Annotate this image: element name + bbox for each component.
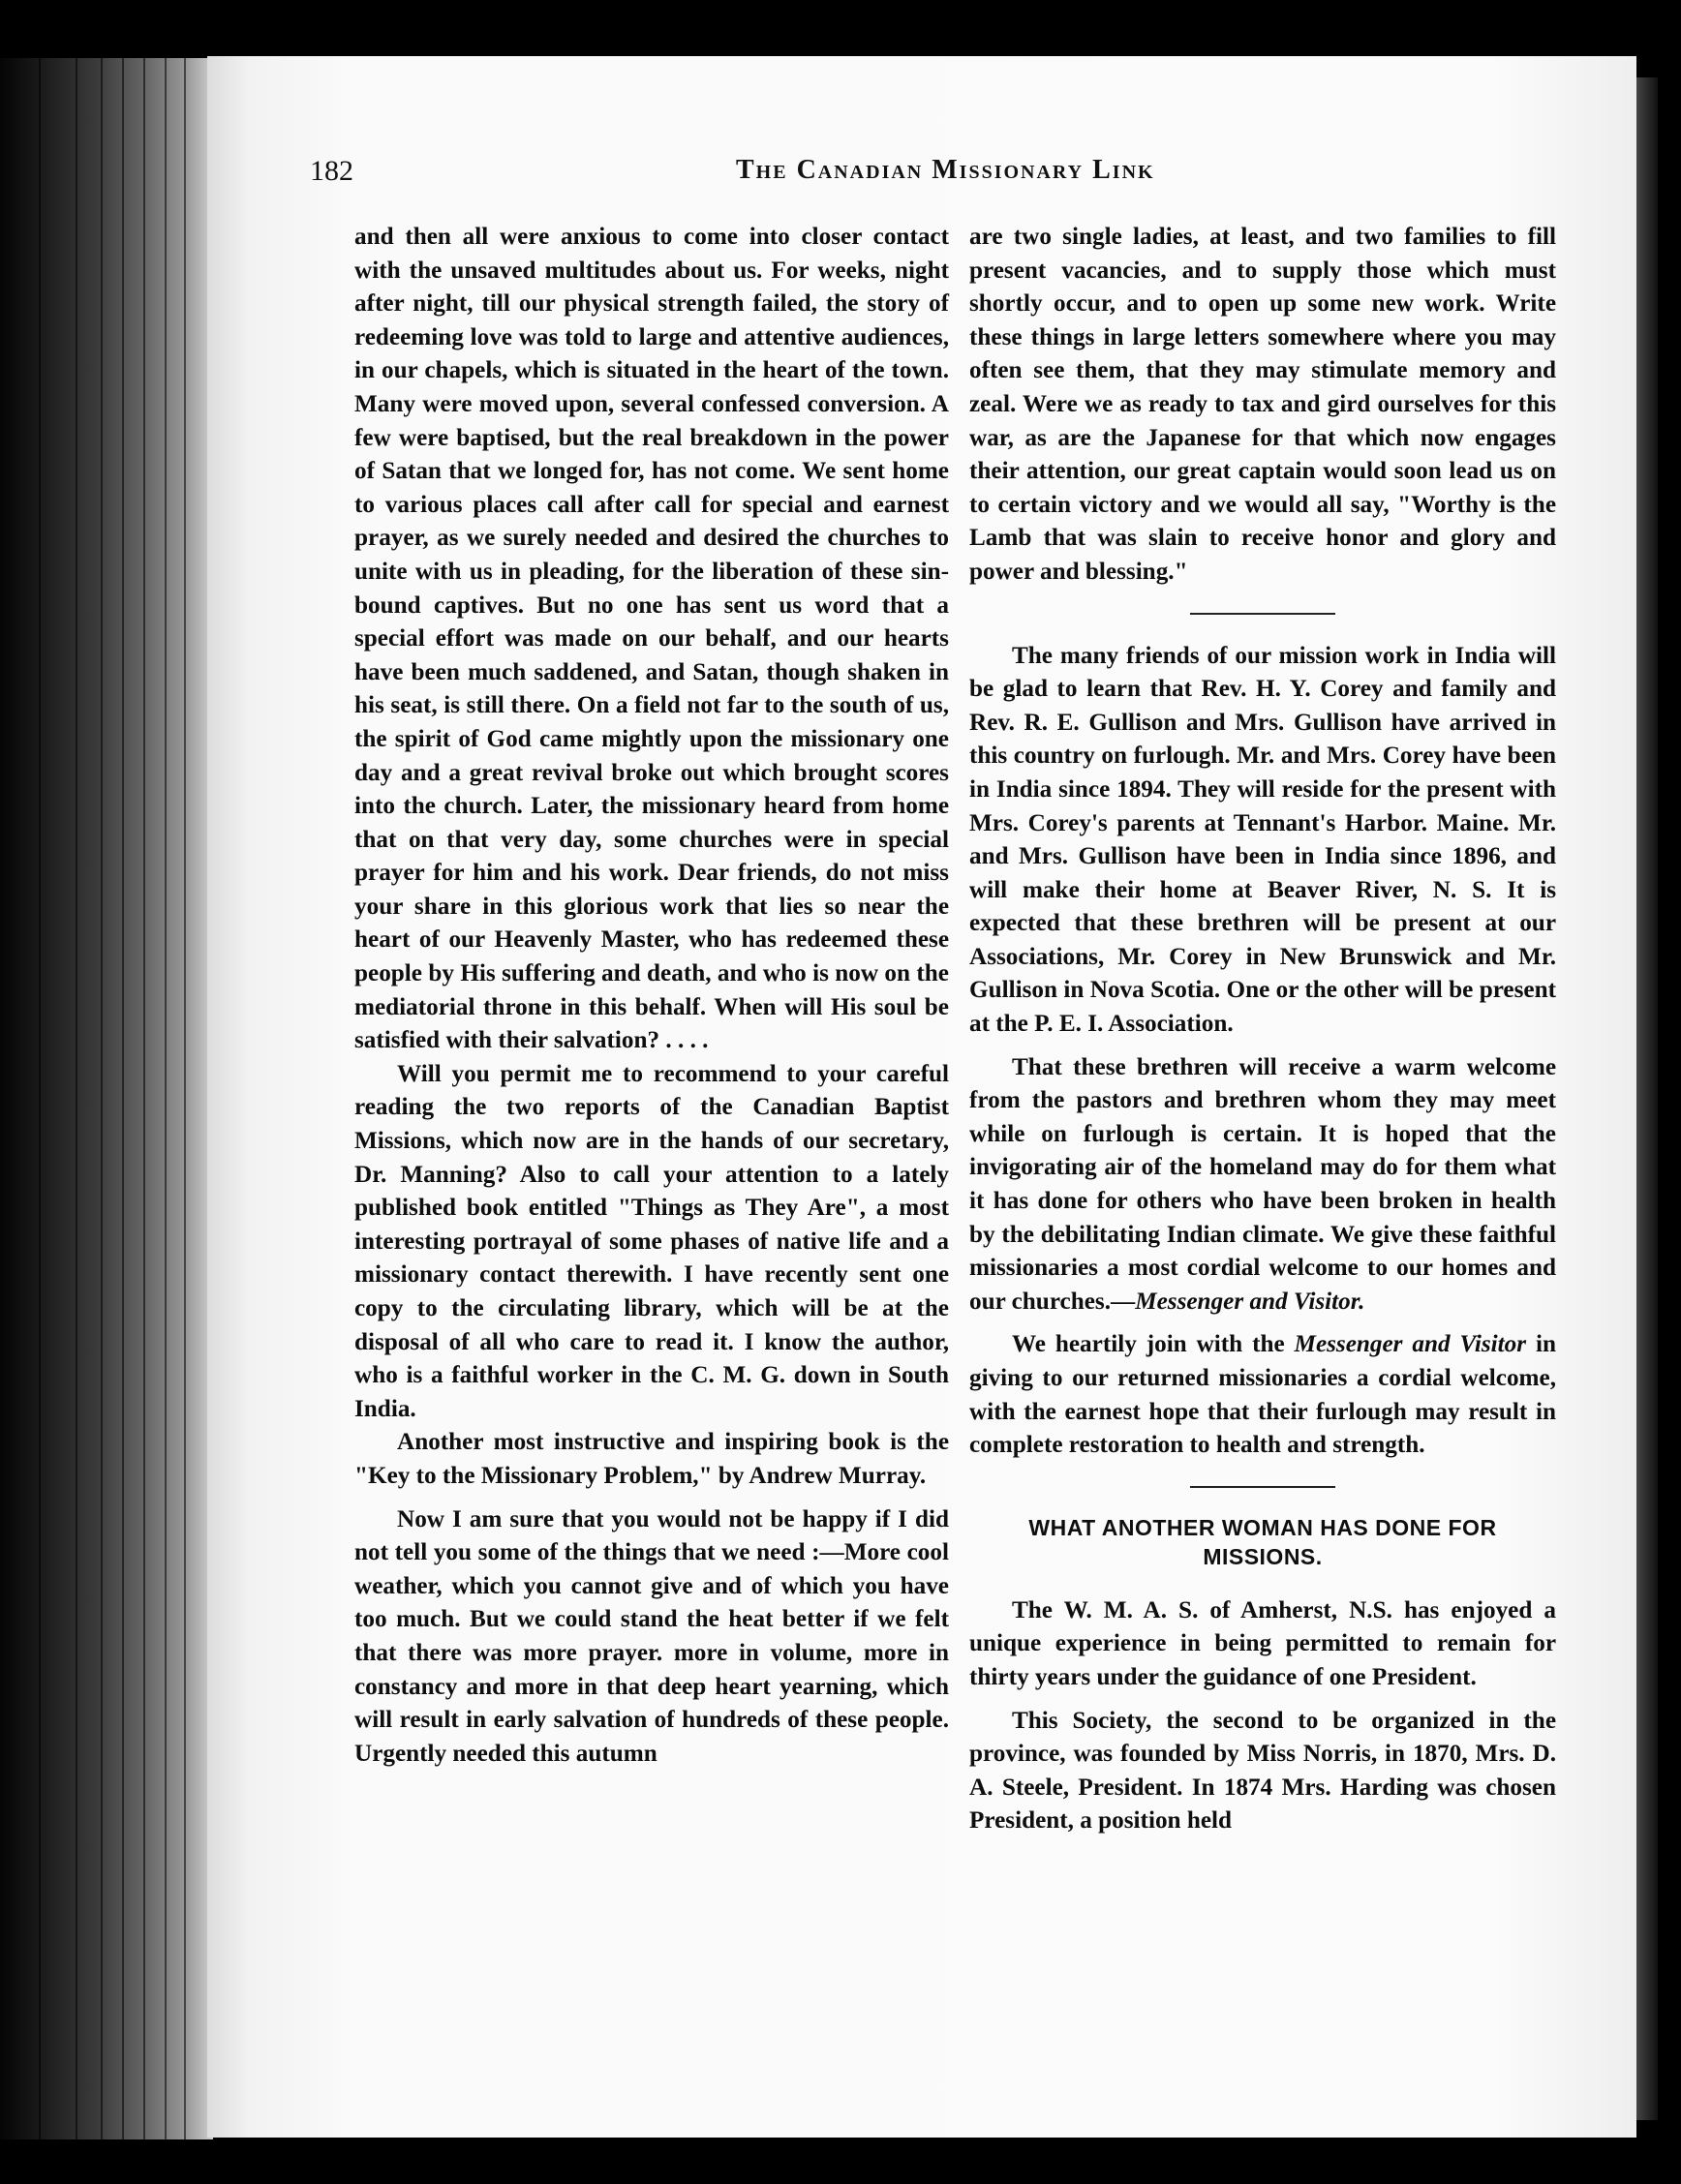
paragraph-text: That these brethren will receive a warm welcome from the pastors and brethren whom they may meet while on furlough is certain. It is hoped that the invigorating air of the homeland may do for them what it has done for others who have been broken in health by the debilitating Indian climate. We give these faithful missionaries a most cordial welcome to our homes and our churches.—	[969, 1053, 1556, 1315]
paragraph: The many friends of our mission work in India will be glad to learn that Rev. H. Y. Corey and family and Rev. R. E. Gullison and Mrs. Gullison have arrived in this country on furlough. Mr. and Mrs. Corey have been in India since 1894. They will reside for the present with Mrs. Corey's parents at Tennant's Harbor. Maine. Mr. and Mrs. Gullison have been in India since 1896, and will make their home at Beaver River, N. S. It is expected that these brethren will be present at our Associations, Mr. Corey in New Brunswick and Mr. Gullison in Nova Scotia. One or the other will be present at the P. E. I. Association.	[969, 642, 1556, 1038]
page-number: 182	[310, 155, 353, 187]
source-citation: Messenger and Visitor	[1294, 1331, 1527, 1358]
source-citation: Messenger and Visitor.	[1135, 1288, 1365, 1315]
paragraph: Now I am sure that you would not be happy if I did not tell you some of the things that we need :—More cool weather, which you cannot give and of which you have too much. But we could stand the heat better if we felt that there was more prayer. more in volume, more in constancy and more in that deep heart yearning, which will result in early salvation of hundreds of these people. Urgently needed this autumn	[354, 1505, 949, 1767]
paragraph: and then all were anxious to come into closer contact with the unsaved multitudes about us. For weeks, night after night, till our physical strength failed, the story of redeeming love was told to large and attentive audiences, in our chapels, which is situated in the heart of the town. Many were moved upon, several confessed conversion. A few were baptised, but the real breakdown in the power of Satan that we longed for, has not come. We sent home to various places call after call for special and earnest prayer, as we surely needed and desired the churches to unite with us in pleading, for the liberation of these sin-bound captives. But no one has sent us word that a special effort was made on our behalf, and our hearts have been much saddened, and Satan, though shaken in his seat, is still there. On a field not far to the south of us, the spirit of God came mightly upon the missionary one day and a great revival broke out which brought scores into the church. Later, the missionary heard from home that on that very day, some churches were in special prayer for him and his work. Dear friends, do not miss your share in this glorious work that lies so near the heart of our Heavenly Master, who has redeemed these people by His suffering and death, and who is now on the mediatorial throne in this behalf. When will His soul be satisfied with their salvation? . . . .	[354, 224, 949, 1054]
paragraph	[969, 1051, 1556, 1320]
paragraph	[969, 1328, 1556, 1462]
section-title: WHAT ANOTHER WOMAN HAS DONE FOR MISSIONS.	[1028, 1514, 1497, 1569]
book-right-edge	[1636, 77, 1658, 2120]
paragraph: Another most instructive and inspiring book is the "Key to the Missionary Problem," by Andrew Murray.	[354, 1429, 949, 1489]
paragraph: The W. M. A. S. of Amherst, N.S. has enjoyed a unique experience in being permitted to remain for thirty years under the guidance of one President.	[969, 1596, 1556, 1690]
paragraph: are two single ladies, at least, and two families to fill present vacancies, and to supply those which must shortly occur, and to open up some new work. Write these things in large letters somewhere where you may often see them, that they may stimulate memory and zeal. Were we as ready to tax and gird ourselves for this war, as are the Japanese for that which now engages their attention, our great captain would soon lead us on to certain victory and we would all say, "Worthy is the Lamb that was slain to receive honor and glory and power and blessing."	[969, 224, 1556, 585]
divider-rule	[1190, 1486, 1335, 1488]
paragraph: Will you permit me to recommend to your careful reading the two reports of the Canadian Baptist Missions, which now are in the hands of our secretary, Dr. Manning? Also to call your attention to a lately published book entitled "Things as They Are", a most interesting portrayal of some phases of native life and a missionary contact therewith. I have recently sent one copy to the circulating library, which will be at the disposal of all who care to read it. I know the author, who is a faithful worker in the C. M. G. down in South India.	[354, 1060, 949, 1422]
book-page-edges	[0, 58, 213, 2139]
right-column	[969, 221, 1556, 1838]
running-title: The Canadian Missionary Link	[736, 155, 1155, 185]
paragraph-text: in giving to our returned missionaries a cordial welcome, with the earnest hope that their furlough may result in complete restoration to health and strength.	[969, 1331, 1556, 1459]
paragraph-text: We heartily join with the	[1012, 1331, 1295, 1358]
left-column	[354, 221, 949, 1771]
divider-rule	[1190, 613, 1335, 615]
paragraph: This Society, the second to be organized in the province, was founded by Miss Norris, in 1870, Mrs. D. A. Steele, President. In 1874 Mrs. Harding was chosen President, a position held	[969, 1707, 1556, 1835]
